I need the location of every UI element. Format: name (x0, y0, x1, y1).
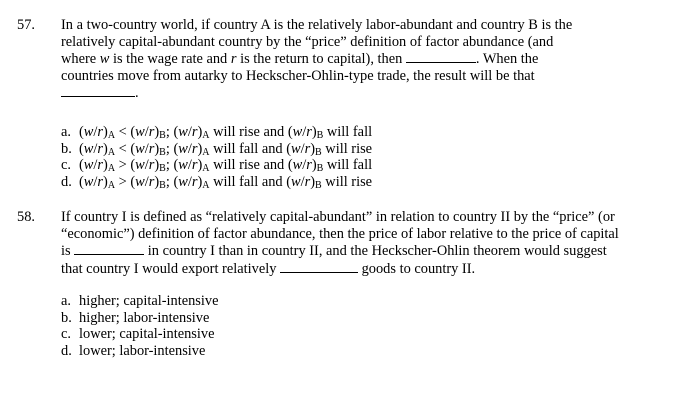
math-variable: w (99, 51, 110, 68)
math-variable: r (97, 124, 104, 140)
math-variable: w (83, 124, 94, 140)
math-variable: r (97, 157, 104, 174)
answer-blank (280, 260, 358, 273)
answer-blank (61, 84, 135, 97)
answer-blank (406, 50, 476, 63)
math-variable: r (148, 173, 155, 190)
math-variable: w (83, 140, 94, 157)
math-variable: w (291, 173, 301, 190)
stem-line: that country I would export relatively goods to country II. (61, 260, 476, 277)
math-variable: w (83, 157, 94, 174)
math-variable: r (191, 157, 198, 174)
math-variable: r (148, 157, 155, 174)
option-letter: a. (61, 124, 71, 140)
subscript: B (159, 163, 166, 175)
option-text: lower; labor-intensive (79, 342, 206, 359)
subscript: A (202, 130, 210, 141)
math-variable: w (135, 173, 145, 190)
option-letter: d. (61, 342, 72, 359)
option-text: $(w/r)_A > (w/r)_B$; $(w/r)_A$ will rise and $(w/r)_B$ will fall (79, 157, 373, 175)
stem-line: In a two-country world, if country A is the relatively labor-abundant and country B is the (61, 17, 573, 33)
subscript: B (315, 179, 322, 191)
math-variable: r (191, 124, 198, 140)
subscript: A (107, 146, 116, 158)
option-letter: c. (61, 157, 71, 174)
answer-options (61, 293, 218, 359)
option-text: higher; labor-intensive (79, 309, 210, 326)
answer-options (61, 124, 372, 190)
answer-option (61, 326, 218, 343)
subscript: B (159, 179, 166, 191)
question-stem (61, 209, 661, 277)
math-variable: r (230, 51, 237, 68)
math-variable: r (191, 140, 198, 157)
subscript: B (316, 130, 324, 141)
math-variable: w (83, 173, 94, 190)
answer-option (61, 174, 372, 191)
stem-line: If country I is defined as “relatively capital-abundant” in relation to country II by the “price” (or (61, 209, 615, 225)
option-letter: b. (61, 140, 72, 157)
stem-line: is in country I than in country II, and the Heckscher-Ohlin theorem would suggest (61, 243, 607, 260)
math-variable: r (148, 124, 155, 140)
stem-line: . (61, 84, 661, 102)
answer-option (61, 343, 218, 360)
math-variable: w (178, 173, 188, 190)
math-variable: w (178, 124, 188, 140)
option-text: lower; capital-intensive (79, 326, 215, 343)
stem-line: where w is the wage rate and r is the return to capital), then . When the (61, 51, 539, 68)
math-variable: r (304, 140, 311, 157)
question-stem (61, 17, 661, 102)
option-text: $(w/r)_A < (w/r)_B$; $(w/r)_A$ will fall and $(w/r)_B$ will rise (79, 140, 373, 158)
subscript: B (316, 163, 324, 175)
stem-line: countries move from autarky to Heckscher-Ohlin-type trade, the result will be that (61, 67, 535, 84)
answer-option (61, 293, 218, 310)
math-variable: r (148, 140, 155, 157)
answer-option (61, 141, 372, 158)
option-letter: d. (61, 173, 72, 190)
option-text: higher; capital-intensive (79, 293, 219, 309)
answer-option (61, 310, 218, 327)
answer-option (61, 157, 372, 174)
subscript: B (159, 130, 166, 141)
subscript: A (202, 179, 210, 191)
math-variable: r (306, 124, 312, 140)
math-variable: r (97, 173, 104, 190)
math-variable: w (178, 157, 188, 174)
option-text: $(w/r)_A < (w/r)_B$; $(w/r)_A$ will rise and $(w/r)_B$ will fall (79, 124, 373, 141)
option-letter: a. (61, 293, 71, 309)
stem-line: “economic”) definition of factor abundance, then the price of labor relative to the price of capital (61, 225, 619, 242)
math-variable: w (135, 157, 145, 174)
math-variable: w (135, 140, 145, 157)
question-number: 58. (17, 209, 35, 225)
math-variable: w (178, 140, 188, 157)
math-variable: w (135, 124, 145, 140)
math-variable: r (191, 173, 198, 190)
question-number: 57. (17, 17, 35, 33)
math-variable: r (306, 157, 312, 174)
answer-option (61, 124, 372, 141)
answer-blank (74, 242, 144, 255)
option-letter: c. (61, 326, 71, 343)
math-variable: r (97, 140, 104, 157)
option-text: $(w/r)_A > (w/r)_B$; $(w/r)_A$ will fall and $(w/r)_B$ will rise (79, 173, 373, 191)
math-variable: r (304, 173, 311, 190)
subscript: B (159, 146, 166, 158)
option-letter: b. (61, 309, 72, 326)
subscript: A (202, 146, 210, 158)
math-variable: w (291, 140, 301, 157)
math-variable: w (292, 157, 303, 174)
subscript: A (107, 130, 116, 141)
subscript: A (107, 179, 116, 191)
subscript: A (202, 163, 210, 175)
stem-line: relatively capital-abundant country by the “price” definition of factor abundance (and (61, 33, 554, 50)
math-variable: w (292, 124, 303, 140)
subscript: A (107, 163, 116, 175)
subscript: B (315, 146, 322, 158)
